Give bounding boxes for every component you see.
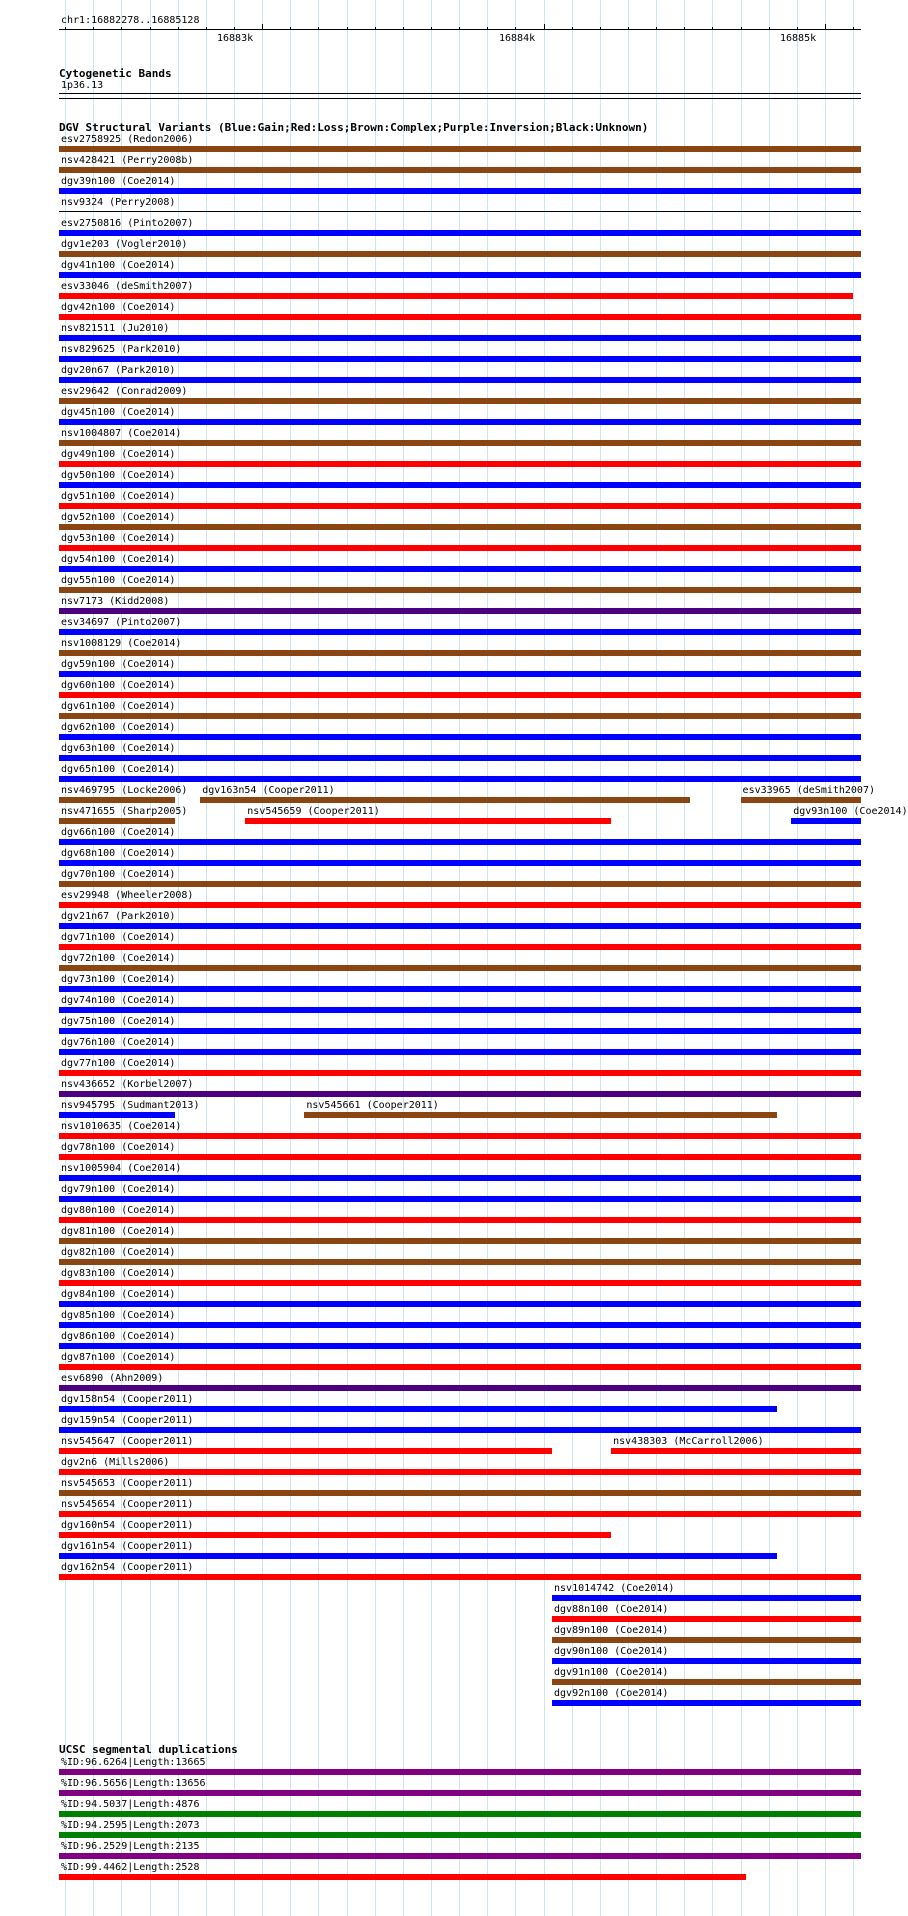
variant-bar-loss[interactable] xyxy=(245,818,611,824)
variant-label[interactable]: dgv62n100 (Coe2014) xyxy=(61,722,176,733)
variant-label[interactable]: dgv45n100 (Coe2014) xyxy=(61,407,176,418)
variant-bar-loss[interactable] xyxy=(59,1511,861,1517)
variant-bar-gain[interactable] xyxy=(59,839,861,845)
variant-label[interactable]: dgv50n100 (Coe2014) xyxy=(61,470,176,481)
variant-bar-loss[interactable] xyxy=(59,1574,861,1580)
ruler-minor-tick xyxy=(290,27,291,30)
variant-label[interactable]: dgv81n100 (Coe2014) xyxy=(61,1226,176,1237)
variant-label[interactable]: dgv160n54 (Cooper2011) xyxy=(61,1520,194,1531)
variant-bar-gain[interactable] xyxy=(59,356,861,362)
ruler-minor-tick xyxy=(600,27,601,30)
grid-line xyxy=(234,0,235,1916)
variant-bar-loss[interactable] xyxy=(59,461,861,467)
segdup-bar[interactable] xyxy=(59,1811,861,1817)
variant-label[interactable]: dgv21n67 (Park2010) xyxy=(61,911,176,922)
variant-bar-loss[interactable] xyxy=(59,1448,552,1454)
segdup-track-title: UCSC segmental duplications xyxy=(59,1743,238,1756)
variant-label[interactable]: dgv162n54 (Cooper2011) xyxy=(61,1562,194,1573)
variant-bar-gain[interactable] xyxy=(59,419,861,425)
variant-bar-gain[interactable] xyxy=(59,1427,861,1433)
variant-label[interactable]: dgv78n100 (Coe2014) xyxy=(61,1142,176,1153)
variant-label[interactable]: dgv80n100 (Coe2014) xyxy=(61,1205,176,1216)
variant-label[interactable]: dgv90n100 (Coe2014) xyxy=(554,1646,669,1657)
variant-label[interactable]: dgv51n100 (Coe2014) xyxy=(61,491,176,502)
variant-label[interactable]: dgv55n100 (Coe2014) xyxy=(61,575,176,586)
ruler-major-tick xyxy=(825,24,826,30)
grid-line xyxy=(459,0,460,1916)
variant-label[interactable]: dgv1e203 (Vogler2010) xyxy=(61,239,188,250)
variant-label[interactable]: esv34697 (Pinto2007) xyxy=(61,617,182,628)
variant-label[interactable]: dgv63n100 (Coe2014) xyxy=(61,743,176,754)
variant-bar-complex[interactable] xyxy=(59,713,861,719)
ruler-minor-tick xyxy=(797,27,798,30)
variant-label[interactable]: dgv72n100 (Coe2014) xyxy=(61,953,176,964)
variant-label[interactable]: esv33046 (deSmith2007) xyxy=(61,281,194,292)
variant-bar-loss[interactable] xyxy=(59,503,861,509)
variant-label[interactable]: nsv1014742 (Coe2014) xyxy=(554,1583,675,1594)
variant-bar-gain[interactable] xyxy=(552,1700,861,1706)
variant-label[interactable]: nsv436652 (Korbel2007) xyxy=(61,1079,194,1090)
segdup-bar[interactable] xyxy=(59,1832,861,1838)
variant-label[interactable]: esv29948 (Wheeler2008) xyxy=(61,890,194,901)
variant-bar-complex[interactable] xyxy=(59,1490,861,1496)
variant-label[interactable]: dgv91n100 (Coe2014) xyxy=(554,1667,669,1678)
variant-label[interactable]: nsv545654 (Cooper2011) xyxy=(61,1499,194,1510)
segdup-label[interactable]: %ID:96.5656|Length:13656 xyxy=(61,1778,206,1789)
variant-label[interactable]: dgv73n100 (Coe2014) xyxy=(61,974,176,985)
variant-label[interactable]: dgv163n54 (Cooper2011) xyxy=(202,785,335,796)
variant-label[interactable]: dgv88n100 (Coe2014) xyxy=(554,1604,669,1615)
ruler-major-tick xyxy=(544,24,545,30)
variant-bar-gain[interactable] xyxy=(59,860,861,866)
variant-label[interactable]: dgv65n100 (Coe2014) xyxy=(61,764,176,775)
variant-bar-complex[interactable] xyxy=(552,1679,861,1685)
variant-label[interactable]: nsv545659 (Cooper2011) xyxy=(247,806,380,817)
variant-bar-gain[interactable] xyxy=(59,923,861,929)
ruler-minor-tick xyxy=(459,27,460,30)
ruler-minor-tick xyxy=(347,27,348,30)
ruler-minor-tick xyxy=(487,27,488,30)
variant-label[interactable]: esv2750816 (Pinto2007) xyxy=(61,218,194,229)
variant-bar-gain[interactable] xyxy=(59,1553,777,1559)
ruler-minor-tick xyxy=(628,27,629,30)
variant-bar-gain[interactable] xyxy=(59,1028,861,1034)
segdup-label[interactable]: %ID:94.2595|Length:2073 xyxy=(61,1820,200,1831)
variant-bar-gain[interactable] xyxy=(59,671,861,677)
variant-bar-loss[interactable] xyxy=(59,1070,861,1076)
ruler-minor-tick xyxy=(572,27,573,30)
variant-label[interactable]: nsv545661 (Cooper2011) xyxy=(306,1100,439,1111)
variant-label[interactable]: dgv60n100 (Coe2014) xyxy=(61,680,176,691)
variant-bar-loss[interactable] xyxy=(552,1616,861,1622)
variant-label[interactable]: dgv84n100 (Coe2014) xyxy=(61,1289,176,1300)
variant-label[interactable]: nsv1010635 (Coe2014) xyxy=(61,1121,182,1132)
variant-bar-complex[interactable] xyxy=(59,587,861,593)
grid-line xyxy=(825,0,826,1916)
variant-label[interactable]: dgv89n100 (Coe2014) xyxy=(554,1625,669,1636)
position-label: chr1:16882278..16885128 xyxy=(61,15,200,26)
variant-bar-gain[interactable] xyxy=(59,734,861,740)
variant-bar-gain[interactable] xyxy=(59,230,861,236)
variant-bar-loss[interactable] xyxy=(611,1448,861,1454)
variant-bar-complex[interactable] xyxy=(59,650,861,656)
variant-bar-gain[interactable] xyxy=(59,1049,861,1055)
variant-bar-loss[interactable] xyxy=(59,902,861,908)
variant-label[interactable]: dgv161n54 (Cooper2011) xyxy=(61,1541,194,1552)
variant-label[interactable]: nsv945795 (Sudmant2013) xyxy=(61,1100,200,1111)
variant-bar-gain[interactable] xyxy=(59,1196,861,1202)
variant-bar-complex[interactable] xyxy=(59,440,861,446)
variant-bar-unknown[interactable] xyxy=(59,211,861,212)
variant-bar-inversion[interactable] xyxy=(59,608,861,614)
variant-bar-loss[interactable] xyxy=(59,545,861,551)
variant-bar-gain[interactable] xyxy=(59,1112,175,1118)
variant-bar-complex[interactable] xyxy=(741,797,861,803)
segdup-label[interactable]: %ID:96.6264|Length:13665 xyxy=(61,1757,206,1768)
variant-label[interactable]: dgv39n100 (Coe2014) xyxy=(61,176,176,187)
variant-bar-gain[interactable] xyxy=(59,335,861,341)
ruler-minor-tick xyxy=(206,27,207,30)
ruler-tick-label: 16883k xyxy=(217,33,254,44)
variant-bar-inversion[interactable] xyxy=(59,1385,861,1391)
variant-label[interactable]: dgv42n100 (Coe2014) xyxy=(61,302,176,313)
ruler-minor-tick xyxy=(318,27,319,30)
variant-bar-gain[interactable] xyxy=(59,1301,861,1307)
segdup-bar[interactable] xyxy=(59,1853,861,1859)
variant-bar-gain[interactable] xyxy=(59,188,861,194)
variant-bar-gain[interactable] xyxy=(59,629,861,635)
grid-line xyxy=(741,0,742,1916)
ruler-minor-tick xyxy=(684,27,685,30)
dgv-track-title: DGV Structural Variants (Blue:Gain;Red:Loss;Brown:Complex;Purple:Inversion;Black:Unknown) xyxy=(59,121,649,134)
variant-bar-loss[interactable] xyxy=(59,293,853,299)
ruler-minor-tick xyxy=(150,27,151,30)
variant-label[interactable]: dgv85n100 (Coe2014) xyxy=(61,1310,176,1321)
variant-bar-gain[interactable] xyxy=(59,482,861,488)
variant-label[interactable]: nsv438303 (McCarroll2006) xyxy=(613,1436,764,1447)
grid-line xyxy=(684,0,685,1916)
grid-line xyxy=(290,0,291,1916)
ruler-minor-tick xyxy=(121,27,122,30)
variant-label[interactable]: nsv1005904 (Coe2014) xyxy=(61,1163,182,1174)
variant-bar-complex[interactable] xyxy=(59,146,861,152)
variant-label[interactable]: dgv77n100 (Coe2014) xyxy=(61,1058,176,1069)
variant-label[interactable]: nsv9324 (Perry2008) xyxy=(61,197,176,208)
variant-bar-gain[interactable] xyxy=(552,1595,861,1601)
segdup-bar[interactable] xyxy=(59,1790,861,1796)
grid-line xyxy=(403,0,404,1916)
variant-bar-complex[interactable] xyxy=(59,818,175,824)
ruler-minor-tick xyxy=(403,27,404,30)
variant-bar-gain[interactable] xyxy=(59,272,861,278)
grid-line xyxy=(347,0,348,1916)
variant-label[interactable]: dgv61n100 (Coe2014) xyxy=(61,701,176,712)
variant-bar-complex[interactable] xyxy=(59,1238,861,1244)
variant-bar-complex[interactable] xyxy=(552,1637,861,1643)
variant-label[interactable]: dgv53n100 (Coe2014) xyxy=(61,533,176,544)
variant-bar-complex[interactable] xyxy=(59,167,861,173)
variant-bar-complex[interactable] xyxy=(200,797,690,803)
variant-bar-complex[interactable] xyxy=(304,1112,777,1118)
grid-line xyxy=(318,0,319,1916)
variant-bar-loss[interactable] xyxy=(59,1217,861,1223)
ruler-tick-label: 16884k xyxy=(499,33,536,44)
ruler-minor-tick xyxy=(656,27,657,30)
variant-label[interactable]: dgv159n54 (Cooper2011) xyxy=(61,1415,194,1426)
cytogenetic-bands-title: Cytogenetic Bands xyxy=(59,67,172,80)
variant-bar-gain[interactable] xyxy=(59,1406,777,1412)
variant-bar-complex[interactable] xyxy=(59,881,861,887)
variant-bar-complex[interactable] xyxy=(59,524,861,530)
variant-label[interactable]: dgv52n100 (Coe2014) xyxy=(61,512,176,523)
variant-bar-gain[interactable] xyxy=(59,377,861,383)
variant-bar-loss[interactable] xyxy=(59,944,861,950)
grid-line xyxy=(487,0,488,1916)
cytogenetic-band-line xyxy=(59,93,861,94)
variant-label[interactable]: dgv158n54 (Cooper2011) xyxy=(61,1394,194,1405)
grid-line xyxy=(712,0,713,1916)
variant-label[interactable]: dgv92n100 (Coe2014) xyxy=(554,1688,669,1699)
ruler-tick-label: 16885k xyxy=(780,33,817,44)
variant-label[interactable]: nsv545653 (Cooper2011) xyxy=(61,1478,194,1489)
variant-bar-gain[interactable] xyxy=(791,818,861,824)
variant-label[interactable]: dgv87n100 (Coe2014) xyxy=(61,1352,176,1363)
variant-bar-gain[interactable] xyxy=(59,776,861,782)
variant-label[interactable]: dgv76n100 (Coe2014) xyxy=(61,1037,176,1048)
ruler-minor-tick xyxy=(712,27,713,30)
variant-label[interactable]: nsv428421 (Perry2008b) xyxy=(61,155,194,166)
variant-bar-loss[interactable] xyxy=(59,1280,861,1286)
ruler-minor-tick xyxy=(375,27,376,30)
variant-bar-gain[interactable] xyxy=(59,986,861,992)
grid-line xyxy=(769,0,770,1916)
segdup-bar[interactable] xyxy=(59,1874,746,1880)
grid-line xyxy=(544,0,545,1916)
ruler-minor-tick xyxy=(741,27,742,30)
variant-label[interactable]: dgv49n100 (Coe2014) xyxy=(61,449,176,460)
variant-bar-loss[interactable] xyxy=(59,1364,861,1370)
ruler-minor-tick xyxy=(234,27,235,30)
variant-bar-gain[interactable] xyxy=(552,1658,861,1664)
variant-label[interactable]: nsv821511 (Ju2010) xyxy=(61,323,170,334)
variant-label[interactable]: dgv79n100 (Coe2014) xyxy=(61,1184,176,1195)
variant-bar-complex[interactable] xyxy=(59,797,175,803)
variant-label[interactable]: nsv829625 (Park2010) xyxy=(61,344,182,355)
variant-label[interactable]: esv33965 (deSmith2007) xyxy=(742,785,875,796)
grid-line xyxy=(262,0,263,1916)
variant-label[interactable]: nsv7173 (Kidd2008) xyxy=(61,596,170,607)
variant-label[interactable]: dgv54n100 (Coe2014) xyxy=(61,554,176,565)
variant-bar-inversion[interactable] xyxy=(59,1091,861,1097)
segdup-label[interactable]: %ID:94.5037|Length:4876 xyxy=(61,1799,200,1810)
grid-line xyxy=(206,0,207,1916)
variant-bar-gain[interactable] xyxy=(59,1007,861,1013)
variant-label[interactable]: nsv469795 (Locke2006) xyxy=(61,785,188,796)
grid-line xyxy=(431,0,432,1916)
grid-line xyxy=(375,0,376,1916)
variant-bar-loss[interactable] xyxy=(59,314,861,320)
variant-bar-complex[interactable] xyxy=(59,398,861,404)
grid-line xyxy=(515,0,516,1916)
ruler-minor-tick xyxy=(178,27,179,30)
grid-line xyxy=(853,0,854,1916)
variant-bar-gain[interactable] xyxy=(59,1322,861,1328)
variant-bar-complex[interactable] xyxy=(59,965,861,971)
variant-bar-complex[interactable] xyxy=(59,1259,861,1265)
ruler-minor-tick xyxy=(93,27,94,30)
ruler-minor-tick xyxy=(515,27,516,30)
variant-label[interactable]: dgv93n100 (Coe2014) xyxy=(793,806,908,817)
variant-bar-loss[interactable] xyxy=(59,1154,861,1160)
variant-label[interactable]: dgv2n6 (Mills2006) xyxy=(61,1457,170,1468)
variant-bar-loss[interactable] xyxy=(59,1532,611,1538)
ruler-minor-tick xyxy=(769,27,770,30)
variant-label[interactable]: dgv59n100 (Coe2014) xyxy=(61,659,176,670)
variant-label[interactable]: nsv545647 (Cooper2011) xyxy=(61,1436,194,1447)
ruler-major-tick xyxy=(262,24,263,30)
variant-label[interactable]: dgv75n100 (Coe2014) xyxy=(61,1016,176,1027)
cytogenetic-band-label: 1p36.13 xyxy=(61,80,104,91)
variant-bar-gain[interactable] xyxy=(59,566,861,572)
variant-label[interactable]: esv29642 (Conrad2009) xyxy=(61,386,188,397)
variant-label[interactable]: esv6890 (Ahn2009) xyxy=(61,1373,164,1384)
variant-label[interactable]: dgv86n100 (Coe2014) xyxy=(61,1331,176,1342)
variant-bar-gain[interactable] xyxy=(59,1343,861,1349)
variant-bar-complex[interactable] xyxy=(59,251,861,257)
variant-bar-loss[interactable] xyxy=(59,692,861,698)
variant-label[interactable]: dgv74n100 (Coe2014) xyxy=(61,995,176,1006)
variant-label[interactable]: nsv1004807 (Coe2014) xyxy=(61,428,182,439)
variant-bar-gain[interactable] xyxy=(59,755,861,761)
variant-bar-gain[interactable] xyxy=(59,1175,861,1181)
cytogenetic-band-line-2 xyxy=(59,98,861,99)
ruler-minor-tick xyxy=(853,27,854,30)
ruler-minor-tick xyxy=(65,27,66,30)
grid-line xyxy=(797,0,798,1916)
variant-label[interactable]: dgv71n100 (Coe2014) xyxy=(61,932,176,943)
variant-bar-loss[interactable] xyxy=(59,1133,861,1139)
variant-label[interactable]: nsv1008129 (Coe2014) xyxy=(61,638,182,649)
variant-bar-loss[interactable] xyxy=(59,1469,861,1475)
variant-label[interactable]: dgv20n67 (Park2010) xyxy=(61,365,176,376)
ruler-minor-tick xyxy=(431,27,432,30)
variant-label[interactable]: dgv83n100 (Coe2014) xyxy=(61,1268,176,1279)
segdup-label[interactable]: %ID:99.4462|Length:2528 xyxy=(61,1862,200,1873)
variant-label[interactable]: dgv66n100 (Coe2014) xyxy=(61,827,176,838)
segdup-label[interactable]: %ID:96.2529|Length:2135 xyxy=(61,1841,200,1852)
variant-label[interactable]: dgv70n100 (Coe2014) xyxy=(61,869,176,880)
variant-label[interactable]: dgv41n100 (Coe2014) xyxy=(61,260,176,271)
segdup-bar[interactable] xyxy=(59,1769,861,1775)
variant-label[interactable]: esv2758925 (Redon2006) xyxy=(61,134,194,145)
variant-label[interactable]: nsv471655 (Sharp2005) xyxy=(61,806,188,817)
variant-label[interactable]: dgv68n100 (Coe2014) xyxy=(61,848,176,859)
variant-label[interactable]: dgv82n100 (Coe2014) xyxy=(61,1247,176,1258)
